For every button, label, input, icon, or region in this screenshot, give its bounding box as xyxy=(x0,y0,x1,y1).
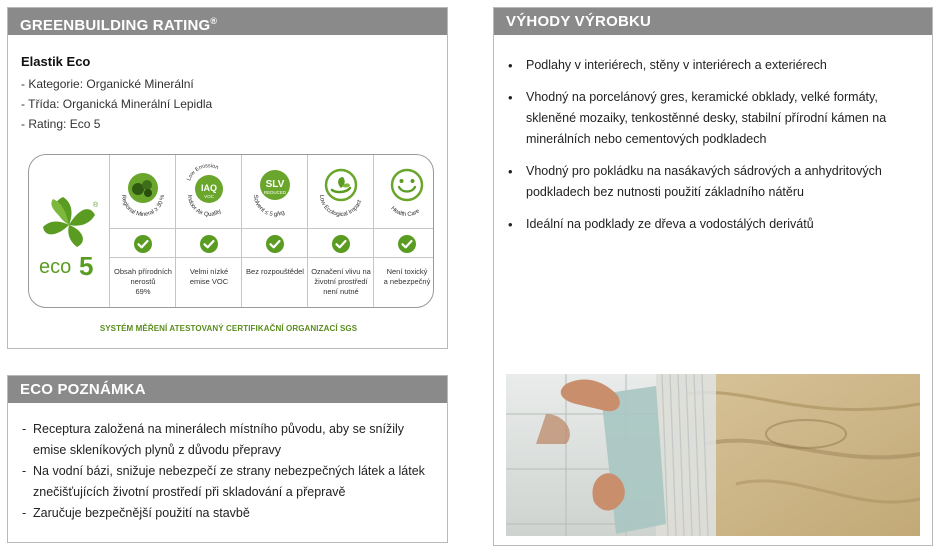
list-item: - Receptura založená na minerálech místního původu, aby se snížily emise skleníkových plynů z důvodu přepravy xyxy=(22,419,432,461)
regional-mineral-icon xyxy=(110,155,176,228)
arc-label-iaq: Indoor Air Quality xyxy=(185,194,223,219)
check-icon xyxy=(133,234,153,254)
top-label-iaq: Low Emission xyxy=(186,163,220,182)
list-item: • Podlahy v interiérech, stěny v interiérech a exteriérech xyxy=(508,55,920,76)
description-slv: Bez rozpouštědel xyxy=(246,267,304,276)
check-icon xyxy=(397,234,417,254)
list-item: • Ideální na podklady ze dřeva a vodostálých derivátů xyxy=(508,214,920,235)
check-icon xyxy=(265,234,285,254)
eco-note-header: ECO POZNÁMKA xyxy=(8,376,447,403)
eco-criteria xyxy=(109,155,434,308)
benefits-header: VÝHODY VÝROBKU xyxy=(494,8,932,35)
benefits-list xyxy=(508,55,920,246)
criterion-ecological-impact xyxy=(307,155,373,308)
list-item: • Vhodný pro pokládku na nasákavých sádrových a anhydritových podkladech bez nutnosti použití základního nátěru xyxy=(508,161,920,203)
svg-text:Health Care xyxy=(389,206,421,218)
slv-badge-sub: REDUCED xyxy=(263,190,287,195)
list-item: • Vhodný na porcelánový gres, keramické obklady, velké formáty, skleněné mozaiky, tenkostěnné desky, stabilní přírodní kámen na minerálních nebo cementových podkladech xyxy=(508,87,920,150)
list-item: - Na vodní bázi, snižuje nebezpečí ze strany nebezpečných látek a látek znečišťujících životní prostředí při skladování a přepravě xyxy=(22,461,432,503)
check-icon xyxy=(331,234,351,254)
arc-label-health: Health Care xyxy=(389,205,421,219)
arc-label-regional: Regional Mineral ≥ 30 % xyxy=(119,194,167,219)
product-attributes xyxy=(21,74,212,134)
registered-mark: ® xyxy=(210,16,218,26)
greenbuilding-header xyxy=(8,8,447,35)
leaf-clover-icon xyxy=(43,197,95,247)
logo-registered-mark: ® xyxy=(93,202,99,209)
product-name: Elastik Eco xyxy=(21,54,91,69)
greenbuilding-panel xyxy=(7,7,448,349)
logo-eco-number: 5 xyxy=(79,251,94,281)
description-iaq: Velmi nízké emise VOC xyxy=(189,267,229,286)
arc-label-slv: Solvent ≤ 5 g/kg xyxy=(251,194,286,219)
greenbuilding-title: GREENBUILDING RATING xyxy=(20,17,211,34)
iaq-voc-icon xyxy=(176,155,242,228)
arc-label-ecological: Low Ecological Impact xyxy=(317,194,364,219)
check-icon xyxy=(199,234,219,254)
logo-eco-text: eco xyxy=(39,256,72,278)
slv-badge: SLV xyxy=(265,179,285,190)
attribute-category: - Kategorie: Organické Minerální xyxy=(21,74,212,94)
eco5-logo xyxy=(29,155,109,308)
description-ecological: Označení vlivu na životní prostředí není nutné xyxy=(311,267,371,296)
eco-note-list xyxy=(22,419,432,524)
list-item: - Zaručuje bezpečnější použití na stavbě xyxy=(22,503,432,524)
criterion-slv xyxy=(241,155,307,308)
benefits-panel xyxy=(493,7,933,546)
description-health: Není toxický a nebezpečný xyxy=(383,267,431,286)
attribute-class: - Třída: Organická Minerální Lepidla xyxy=(21,94,212,114)
slv-icon xyxy=(242,155,308,228)
criterion-iaq xyxy=(175,155,241,308)
criterion-health-care xyxy=(373,155,434,308)
adhesive-application-photo xyxy=(506,374,920,536)
eco-rating-table xyxy=(28,154,434,308)
health-care-icon xyxy=(374,155,434,228)
sgs-caption: SYSTÉM MĚŘENÍ ATESTOVANÝ CERTIFIKAČNÍ ORGANIZACÍ SGS xyxy=(99,324,358,333)
iaq-badge: IAQ xyxy=(200,183,218,193)
svg-text:Low Ecological Impact xyxy=(318,195,363,218)
criterion-regional-mineral xyxy=(109,155,175,308)
low-ecological-impact-icon xyxy=(308,155,374,228)
attribute-rating: - Rating: Eco 5 xyxy=(21,114,212,134)
iaq-badge-sub: VOC xyxy=(204,194,214,199)
eco-note-panel xyxy=(7,375,448,543)
description-regional: Obsah přírodních nerostů 69% xyxy=(114,267,172,296)
